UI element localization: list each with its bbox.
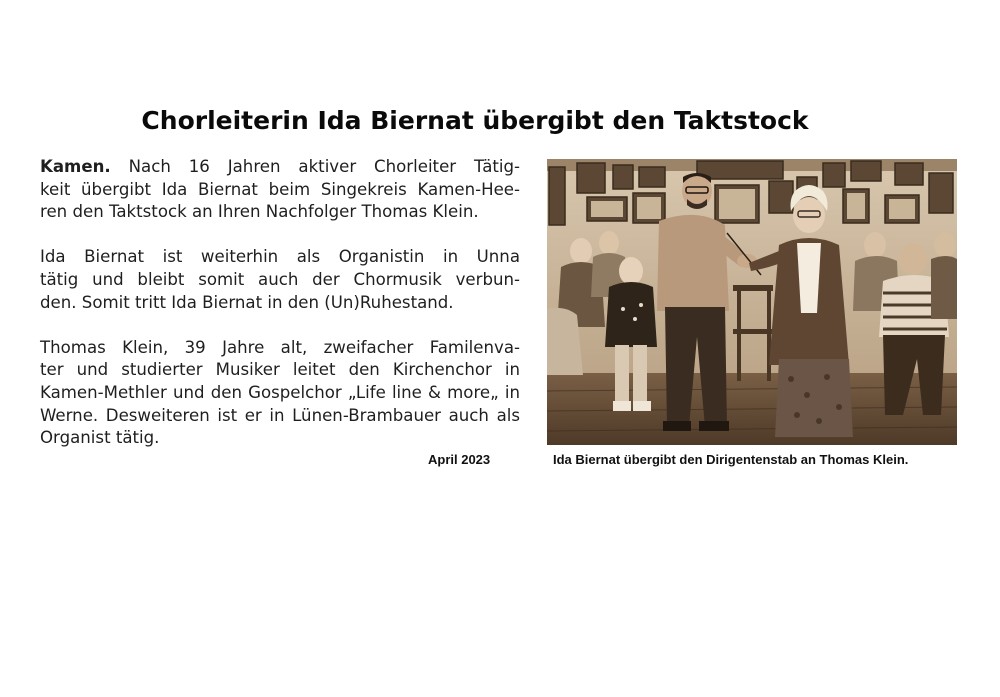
article-title: Chorleiterin Ida Biernat übergibt den Taktstock bbox=[141, 106, 809, 135]
text-line: Kamen. Nach 16 Jahren aktiver Chorleiter Tätig- bbox=[40, 157, 520, 176]
paragraph-intro bbox=[40, 156, 520, 224]
paragraph-organist bbox=[40, 246, 520, 314]
photo-caption: Ida Biernat übergibt den Dirigentenstab an Thomas Klein. bbox=[553, 452, 909, 467]
paragraph-successor bbox=[40, 337, 520, 450]
article-body bbox=[40, 156, 520, 450]
text-line: Organist tätig. bbox=[40, 428, 160, 448]
text-line: tätig und bleibt somit auch der Chormusik verbun- bbox=[40, 269, 520, 289]
handover-photo bbox=[547, 159, 957, 445]
photo-illustration bbox=[547, 159, 957, 445]
text-line: Werne. Desweiteren ist er in Lünen-Brambauer auch als bbox=[40, 405, 520, 425]
text-line: keit übergibt Ida Biernat beim Singekreis Kamen-Hee- bbox=[40, 179, 520, 199]
text-line: Ida Biernat ist weiterhin als Organistin in Unna bbox=[40, 247, 520, 267]
text-line: den. Somit tritt Ida Biernat in den (Un)Ruhestand. bbox=[40, 292, 454, 312]
text-line: Kamen-Methler und den Gospelchor „Life line & more„ in bbox=[40, 382, 520, 402]
lead-word: Kamen. bbox=[40, 157, 111, 176]
text-line: Thomas Klein, 39 Jahre alt, zweifacher Familenva- bbox=[40, 337, 520, 357]
text-line: ren den Taktstock an Ihren Nachfolger Thomas Klein. bbox=[40, 202, 479, 222]
publication-date: April 2023 bbox=[428, 452, 491, 467]
text-line: ter und studierter Musiker leitet den Kirchenchor in bbox=[40, 360, 520, 380]
